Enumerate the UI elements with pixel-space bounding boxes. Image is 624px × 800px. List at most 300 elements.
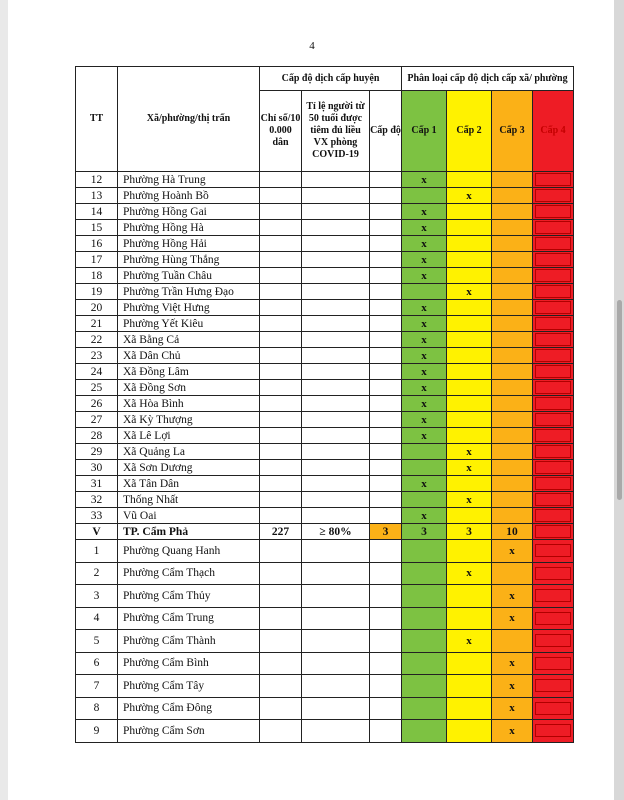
header-cap3: Cấp 3 [492, 91, 533, 172]
table-row [76, 316, 574, 332]
row-cap2-mark: x [447, 630, 492, 653]
row-cap3-mark [492, 508, 533, 524]
row-cap1-mark [402, 585, 447, 608]
table-row [76, 412, 574, 428]
city-cap3-count: 10 [492, 524, 533, 540]
row-cap3-mark [492, 252, 533, 268]
row-tt: 32 [76, 492, 118, 508]
row-tt: 5 [76, 630, 118, 653]
row-cap4-mark [533, 720, 574, 743]
row-cap4-mark [533, 236, 574, 252]
row-level [370, 492, 402, 508]
row-level [370, 364, 402, 380]
row-index [260, 396, 302, 412]
row-name: Phường Cẩm Bình [118, 652, 260, 675]
row-name: Xã Lê Lợi [118, 428, 260, 444]
row-cap3-mark [492, 492, 533, 508]
header-level: Cấp độ [370, 91, 402, 172]
row-cap1-mark [402, 444, 447, 460]
row-name: Phường Hồng Hải [118, 236, 260, 252]
row-vaccine [302, 236, 370, 252]
row-name: Phường Hà Trung [118, 172, 260, 188]
row-cap4-mark [533, 220, 574, 236]
row-index [260, 652, 302, 675]
row-cap3-mark [492, 428, 533, 444]
row-vaccine [302, 476, 370, 492]
table-row [76, 460, 574, 476]
row-vaccine [302, 428, 370, 444]
row-tt: 24 [76, 364, 118, 380]
row-tt: 16 [76, 236, 118, 252]
row-cap4-mark [533, 188, 574, 204]
row-name: Xã Dân Chủ [118, 348, 260, 364]
row-cap2-mark [447, 300, 492, 316]
row-level [370, 252, 402, 268]
row-tt: 8 [76, 697, 118, 720]
row-name: Xã Kỳ Thượng [118, 412, 260, 428]
row-index [260, 188, 302, 204]
row-cap4-mark [533, 268, 574, 284]
row-index [260, 492, 302, 508]
row-index [260, 300, 302, 316]
row-name: Phường Hoành Bồ [118, 188, 260, 204]
row-level [370, 460, 402, 476]
row-level [370, 720, 402, 743]
row-cap2-mark [447, 652, 492, 675]
row-tt: 28 [76, 428, 118, 444]
header-cap2: Cấp 2 [447, 91, 492, 172]
row-name: Xã Quảng La [118, 444, 260, 460]
row-cap4-mark [533, 585, 574, 608]
row-vaccine [302, 652, 370, 675]
row-vaccine [302, 460, 370, 476]
row-vaccine [302, 172, 370, 188]
row-cap2-mark: x [447, 562, 492, 585]
row-cap4-mark [533, 540, 574, 563]
row-tt: 19 [76, 284, 118, 300]
row-level [370, 652, 402, 675]
row-cap2-mark: x [447, 492, 492, 508]
row-index [260, 412, 302, 428]
row-name: Phường Hồng Gai [118, 204, 260, 220]
row-cap1-mark [402, 562, 447, 585]
covid-level-table [75, 66, 574, 743]
table-row [76, 675, 574, 698]
header-district-group: Cấp độ dịch cấp huyện [260, 67, 402, 91]
row-cap4-mark [533, 204, 574, 220]
row-cap1-mark: x [402, 348, 447, 364]
row-cap2-mark [447, 332, 492, 348]
row-vaccine [302, 540, 370, 563]
row-cap4-mark [533, 428, 574, 444]
city-name: TP. Cẩm Phả [118, 524, 260, 540]
row-cap2-mark [447, 204, 492, 220]
row-cap1-mark: x [402, 476, 447, 492]
row-cap2-mark [447, 720, 492, 743]
row-cap3-mark: x [492, 697, 533, 720]
table-row [76, 508, 574, 524]
row-level [370, 316, 402, 332]
row-cap2-mark [447, 220, 492, 236]
row-cap4-mark [533, 284, 574, 300]
city-cap2-count: 3 [447, 524, 492, 540]
row-cap4-mark [533, 697, 574, 720]
row-tt: 6 [76, 652, 118, 675]
row-tt: 25 [76, 380, 118, 396]
row-cap3-mark [492, 236, 533, 252]
row-cap1-mark: x [402, 316, 447, 332]
row-tt: 18 [76, 268, 118, 284]
table-row [76, 364, 574, 380]
row-tt: 13 [76, 188, 118, 204]
row-name: Xã Hòa Bình [118, 396, 260, 412]
row-cap2-mark [447, 348, 492, 364]
row-index [260, 428, 302, 444]
row-level [370, 675, 402, 698]
row-vaccine [302, 300, 370, 316]
row-cap1-mark: x [402, 252, 447, 268]
row-level [370, 300, 402, 316]
row-tt: 27 [76, 412, 118, 428]
table-row [76, 562, 574, 585]
table-row [76, 540, 574, 563]
row-cap4-mark [533, 380, 574, 396]
row-index [260, 540, 302, 563]
page-number: 4 [309, 40, 315, 52]
row-index [260, 252, 302, 268]
row-cap2-mark [447, 412, 492, 428]
row-level [370, 412, 402, 428]
row-level [370, 607, 402, 630]
row-cap3-mark: x [492, 585, 533, 608]
row-cap2-mark [447, 540, 492, 563]
scrollbar-track[interactable] [614, 0, 624, 800]
row-level [370, 476, 402, 492]
row-cap2-mark: x [447, 444, 492, 460]
row-vaccine [302, 444, 370, 460]
row-level [370, 630, 402, 653]
row-cap3-mark [492, 188, 533, 204]
row-cap3-mark [492, 630, 533, 653]
row-cap4-mark [533, 460, 574, 476]
row-cap3-mark [492, 562, 533, 585]
row-cap3-mark [492, 204, 533, 220]
table-row [76, 428, 574, 444]
row-tt: 1 [76, 540, 118, 563]
row-cap3-mark [492, 172, 533, 188]
row-cap1-mark [402, 697, 447, 720]
row-name: Phường Cẩm Đông [118, 697, 260, 720]
row-cap2-mark [447, 380, 492, 396]
row-index [260, 697, 302, 720]
row-index [260, 607, 302, 630]
row-index [260, 332, 302, 348]
row-cap2-mark [447, 697, 492, 720]
row-cap1-mark: x [402, 412, 447, 428]
row-cap1-mark: x [402, 380, 447, 396]
row-vaccine [302, 188, 370, 204]
city-cap4-count [533, 524, 574, 540]
row-cap4-mark [533, 364, 574, 380]
row-cap2-mark [447, 428, 492, 444]
table-row [76, 300, 574, 316]
row-index [260, 236, 302, 252]
row-level [370, 236, 402, 252]
row-cap3-mark: x [492, 607, 533, 630]
row-name: Phường Trần Hưng Đạo [118, 284, 260, 300]
table-row [76, 492, 574, 508]
row-cap3-mark [492, 316, 533, 332]
row-index [260, 316, 302, 332]
header-tt: TT [76, 67, 118, 172]
row-level [370, 428, 402, 444]
row-cap3-mark: x [492, 540, 533, 563]
row-cap3-mark [492, 476, 533, 492]
row-cap3-mark [492, 412, 533, 428]
row-name: Xã Bằng Cả [118, 332, 260, 348]
header-index: Chỉ số/10 0.000 dân [260, 91, 302, 172]
row-index [260, 630, 302, 653]
row-cap2-mark [447, 268, 492, 284]
table-row [76, 332, 574, 348]
row-cap3-mark [492, 460, 533, 476]
row-cap2-mark [447, 252, 492, 268]
row-cap3-mark: x [492, 652, 533, 675]
row-cap1-mark: x [402, 428, 447, 444]
row-name: Phường Hùng Thắng [118, 252, 260, 268]
row-index [260, 268, 302, 284]
row-cap1-mark: x [402, 332, 447, 348]
table-row [76, 476, 574, 492]
table-row [76, 348, 574, 364]
table-row [76, 396, 574, 412]
row-cap4-mark [533, 508, 574, 524]
row-vaccine [302, 220, 370, 236]
row-vaccine [302, 284, 370, 300]
row-cap1-mark: x [402, 220, 447, 236]
row-tt: 23 [76, 348, 118, 364]
row-index [260, 204, 302, 220]
row-vaccine [302, 720, 370, 743]
city-cap1-count: 3 [402, 524, 447, 540]
row-cap4-mark [533, 562, 574, 585]
row-tt: 7 [76, 675, 118, 698]
header-vaccine: Tỉ lệ người từ 50 tuổi được tiêm đủ liều VX phòng COVID-19 [302, 91, 370, 172]
row-name: Thống Nhất [118, 492, 260, 508]
row-vaccine [302, 332, 370, 348]
row-tt: 2 [76, 562, 118, 585]
row-tt: 15 [76, 220, 118, 236]
table-row [76, 252, 574, 268]
row-cap1-mark: x [402, 396, 447, 412]
row-cap3-mark [492, 380, 533, 396]
row-tt: 29 [76, 444, 118, 460]
row-cap4-mark [533, 476, 574, 492]
city-row [76, 524, 574, 540]
table-row [76, 268, 574, 284]
row-level [370, 697, 402, 720]
row-tt: 26 [76, 396, 118, 412]
row-cap1-mark: x [402, 364, 447, 380]
row-cap2-mark [447, 585, 492, 608]
row-index [260, 444, 302, 460]
row-cap4-mark [533, 630, 574, 653]
row-level [370, 540, 402, 563]
row-tt: 30 [76, 460, 118, 476]
row-cap2-mark [447, 364, 492, 380]
table-row [76, 630, 574, 653]
table-row [76, 720, 574, 743]
row-cap1-mark [402, 720, 447, 743]
row-index [260, 585, 302, 608]
row-vaccine [302, 585, 370, 608]
row-name: Phường Cẩm Thủy [118, 585, 260, 608]
row-index [260, 562, 302, 585]
row-level [370, 332, 402, 348]
row-cap4-mark [533, 348, 574, 364]
header-cap4: Cấp 4 [533, 91, 574, 172]
row-name: Phường Cẩm Tây [118, 675, 260, 698]
table-row [76, 444, 574, 460]
table-row [76, 652, 574, 675]
row-cap4-mark [533, 652, 574, 675]
row-cap4-mark [533, 396, 574, 412]
row-cap2-mark [447, 476, 492, 492]
row-cap1-mark [402, 630, 447, 653]
row-tt: 31 [76, 476, 118, 492]
row-name: Phường Quang Hanh [118, 540, 260, 563]
row-cap2-mark [447, 172, 492, 188]
table-row [76, 236, 574, 252]
row-level [370, 444, 402, 460]
row-vaccine [302, 607, 370, 630]
city-tt: V [76, 524, 118, 540]
row-cap1-mark: x [402, 508, 447, 524]
row-tt: 14 [76, 204, 118, 220]
row-level [370, 508, 402, 524]
row-cap3-mark [492, 332, 533, 348]
row-cap1-mark: x [402, 300, 447, 316]
row-cap2-mark: x [447, 188, 492, 204]
row-level [370, 172, 402, 188]
row-cap3-mark [492, 396, 533, 412]
row-vaccine [302, 697, 370, 720]
row-cap1-mark: x [402, 236, 447, 252]
row-vaccine [302, 412, 370, 428]
row-level [370, 284, 402, 300]
row-vaccine [302, 348, 370, 364]
row-cap1-mark [402, 540, 447, 563]
row-cap4-mark [533, 252, 574, 268]
row-level [370, 562, 402, 585]
row-level [370, 188, 402, 204]
table-row [76, 284, 574, 300]
row-index [260, 380, 302, 396]
row-cap4-mark [533, 675, 574, 698]
row-name: Phường Cẩm Thạch [118, 562, 260, 585]
row-tt: 9 [76, 720, 118, 743]
row-level [370, 220, 402, 236]
row-level [370, 268, 402, 284]
row-cap3-mark [492, 300, 533, 316]
row-vaccine [302, 364, 370, 380]
row-tt: 12 [76, 172, 118, 188]
row-cap3-mark [492, 220, 533, 236]
row-index [260, 220, 302, 236]
header-name: Xã/phường/thị trấn [118, 67, 260, 172]
table-row [76, 585, 574, 608]
row-vaccine [302, 630, 370, 653]
row-index [260, 348, 302, 364]
row-cap4-mark [533, 300, 574, 316]
row-name: Phường Yết Kiêu [118, 316, 260, 332]
row-vaccine [302, 380, 370, 396]
row-cap3-mark [492, 348, 533, 364]
row-index [260, 172, 302, 188]
row-name: Phường Cẩm Trung [118, 607, 260, 630]
header-cap1: Cấp 1 [402, 91, 447, 172]
row-vaccine [302, 268, 370, 284]
row-cap2-mark [447, 607, 492, 630]
row-name: Xã Tân Dân [118, 476, 260, 492]
row-cap1-mark: x [402, 172, 447, 188]
row-cap3-mark [492, 268, 533, 284]
row-name: Vũ Oai [118, 508, 260, 524]
row-vaccine [302, 508, 370, 524]
table-row [76, 172, 574, 188]
row-name: Xã Đồng Sơn [118, 380, 260, 396]
row-index [260, 720, 302, 743]
row-cap1-mark [402, 188, 447, 204]
row-level [370, 204, 402, 220]
row-level [370, 348, 402, 364]
row-cap1-mark [402, 492, 447, 508]
row-vaccine [302, 316, 370, 332]
row-cap4-mark [533, 412, 574, 428]
table-row [76, 220, 574, 236]
row-cap4-mark [533, 444, 574, 460]
row-name: Phường Cẩm Thành [118, 630, 260, 653]
row-name: Xã Sơn Dương [118, 460, 260, 476]
row-tt: 21 [76, 316, 118, 332]
row-cap2-mark [447, 508, 492, 524]
row-cap2-mark: x [447, 460, 492, 476]
row-index [260, 364, 302, 380]
row-cap4-mark [533, 332, 574, 348]
header-ward-group: Phân loại cấp độ dịch cấp xã/ phường [402, 67, 574, 91]
row-tt: 33 [76, 508, 118, 524]
row-name: Phường Cẩm Sơn [118, 720, 260, 743]
row-cap3-mark: x [492, 675, 533, 698]
scrollbar-thumb[interactable] [617, 300, 622, 500]
row-name: Phường Tuần Châu [118, 268, 260, 284]
row-cap3-mark [492, 284, 533, 300]
row-vaccine [302, 204, 370, 220]
city-index: 227 [260, 524, 302, 540]
row-index [260, 675, 302, 698]
row-index [260, 476, 302, 492]
row-level [370, 585, 402, 608]
row-index [260, 460, 302, 476]
row-cap1-mark: x [402, 204, 447, 220]
table-row [76, 188, 574, 204]
row-cap1-mark [402, 460, 447, 476]
row-vaccine [302, 562, 370, 585]
row-cap2-mark [447, 396, 492, 412]
row-cap2-mark [447, 236, 492, 252]
row-cap3-mark [492, 444, 533, 460]
row-tt: 20 [76, 300, 118, 316]
